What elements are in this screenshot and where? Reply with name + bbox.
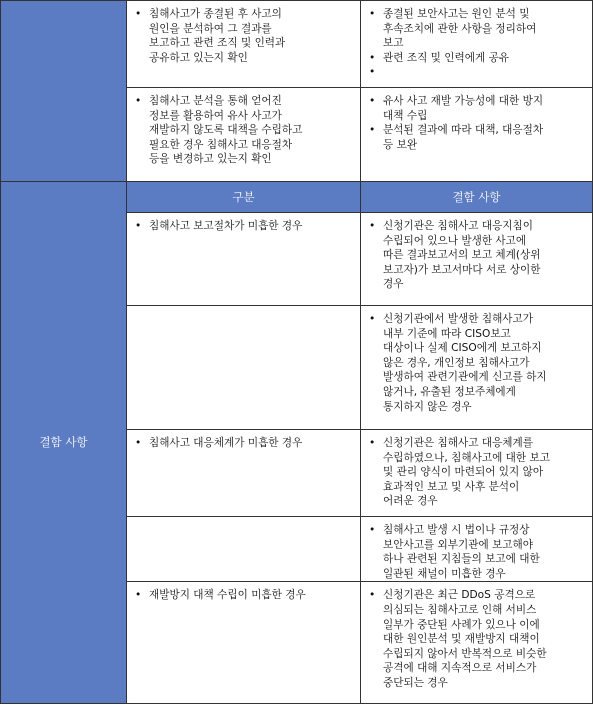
finding-cell: [361, 517, 593, 582]
list-item: • 침해사고 분석을 통해 얻어진 정보를 활용하여 유사 사고가 재발하지 않도록 대책을 수립하고 필요한 경우 침해사고 대응절차 등을 변경하고 있는지 확인: [127, 94, 354, 167]
list-item: • 침해사고 대응체계가 미흡한 경우: [127, 436, 354, 451]
finding-cell: [361, 306, 593, 430]
detail-list: [361, 94, 586, 152]
list-item: • 유사 사고 재발 가능성에 대한 방지 대책 수립: [361, 94, 586, 123]
column-header-category: 구분: [127, 182, 361, 213]
finding-list: [361, 436, 586, 509]
finding-list: [361, 523, 586, 581]
list-item: • 신청기관은 침해사고 대응체계를 수립하였으나, 침해사고에 대한 보고 및 관리 양식이 마련되어 있지 않아 효과적인 보고 및 사후 분석이 어려운 경우: [361, 436, 586, 509]
detail-cell: [361, 1, 593, 88]
criteria-list: [127, 94, 354, 167]
list-item: [361, 65, 586, 80]
list-item: • 분석된 결과에 따라 대책, 대응절차 등 보완: [361, 123, 586, 152]
list-item: • 신청기관에서 발생한 침해사고가 내부 기준에 따라 CISO보고 대상이나 실제 CISO에게 보고하지 않은 경우, 개인정보 침해사고가 발생하여 관련기관에게 신고를 하지 않거나, 유출된 정보주체에게 통지하지 않은 경우: [361, 312, 586, 414]
category-cell: [127, 582, 361, 704]
section-cell-empty: [1, 1, 127, 182]
finding-list: [361, 312, 586, 414]
list-item: • 침해사고 보고절차가 미흡한 경우: [127, 219, 354, 234]
section-label: 결함 사항: [39, 435, 88, 450]
column-header-findings: 결함 사항: [361, 182, 593, 213]
section-label-cell: [1, 182, 127, 704]
list-item: • 종결된 보안사고는 원인 분석 및 후속조치에 관한 사항을 정리하여 보고: [361, 7, 586, 51]
finding-cell: [361, 582, 593, 704]
finding-list: [361, 219, 586, 292]
detail-cell: [361, 88, 593, 182]
list-item: • 신청기관은 최근 DDoS 공격으로 의심되는 침해사고로 인해 서비스 일부가 중단된 사례가 있으나 이에 대한 원인분석 및 재발방지 대책이 수립되지 않아서 반복적으로 비슷한 공격에 대해 지속적으로 서비스가 중단되는 경우: [361, 588, 586, 690]
finding-cell: [361, 213, 593, 306]
category-cell: [127, 517, 361, 582]
category-cell: [127, 430, 361, 517]
finding-list: [361, 588, 586, 690]
criteria-cell: [127, 88, 361, 182]
detail-list: [361, 7, 586, 80]
category-cell: [127, 213, 361, 306]
list-item: • 침해사고가 종결된 후 사고의 원인을 분석하여 그 결과를 보고하고 관련 조직 및 인력과 공유하고 있는지 확인: [127, 7, 354, 65]
criteria-cell: [127, 1, 361, 88]
category-list: [127, 436, 354, 451]
list-item: • 관련 조직 및 인력에게 공유: [361, 51, 586, 66]
list-item: • 신청기관은 침해사고 대응지침이 수립되어 있으나 발생한 사고에 따른 결과보고서의 보고 체계(상위 보고자)가 보고서마다 서로 상이한 경우: [361, 219, 586, 292]
list-item: • 침해사고 발생 시 법이나 규정상 보안사고를 외부기관에 보고해야 하나 관련된 지침들의 보고에 대한 일관된 채널이 미흡한 경우: [361, 523, 586, 581]
category-list: [127, 219, 354, 234]
category-cell: [127, 306, 361, 430]
category-list: [127, 588, 354, 603]
list-item: • 재발방지 대책 수립이 미흡한 경우: [127, 588, 354, 603]
criteria-list: [127, 7, 354, 65]
finding-cell: [361, 430, 593, 517]
